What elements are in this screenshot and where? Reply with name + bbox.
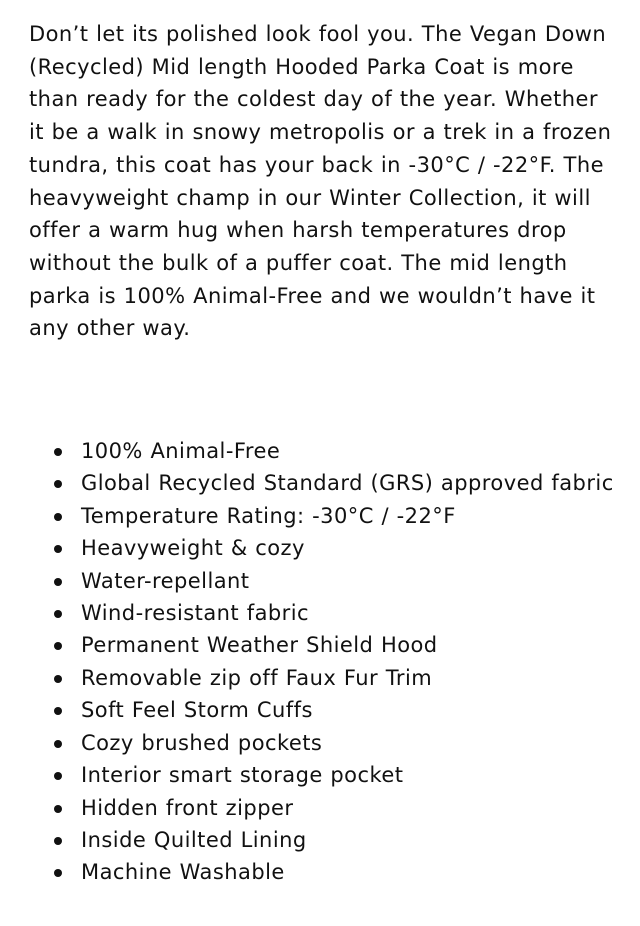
- feature-item: [29, 629, 620, 661]
- feature-item: [29, 565, 620, 597]
- bullet-icon: [54, 610, 62, 618]
- feature-label: Temperature Rating: -30°C / -22°F: [81, 503, 456, 528]
- feature-label: Hidden front zipper: [81, 795, 294, 820]
- feature-item: [29, 792, 620, 824]
- bullet-icon: [54, 642, 62, 650]
- bullet-icon: [54, 513, 62, 521]
- bullet-icon: [54, 480, 62, 488]
- bullet-icon: [54, 805, 62, 813]
- bullet-icon: [54, 772, 62, 780]
- feature-item: [29, 435, 620, 467]
- feature-label: Removable zip off Faux Fur Trim: [81, 665, 433, 690]
- feature-label: Inside Quilted Lining: [81, 827, 307, 852]
- bullet-icon: [54, 448, 62, 456]
- feature-item: [29, 824, 620, 856]
- feature-label: Heavyweight & cozy: [81, 536, 305, 561]
- feature-label: Interior smart storage pocket: [81, 763, 404, 788]
- bullet-icon: [54, 707, 62, 715]
- feature-label: Machine Washable: [81, 860, 285, 885]
- bullet-icon: [54, 740, 62, 748]
- bullet-icon: [54, 837, 62, 845]
- feature-label: Soft Feel Storm Cuffs: [81, 698, 313, 723]
- bullet-icon: [54, 869, 62, 877]
- feature-label: 100% Animal-Free: [81, 439, 281, 464]
- feature-label: Water-repellant: [81, 568, 250, 593]
- feature-item: [29, 694, 620, 726]
- feature-item: [29, 759, 620, 791]
- feature-item: [29, 662, 620, 694]
- feature-label: Cozy brushed pockets: [81, 730, 323, 755]
- feature-item: [29, 532, 620, 564]
- product-description-paragraph: Don’t let its polished look fool you. The Vegan Down (Recycled) Mid length Hooded Parka Coat is more than ready for the coldest day of the year. Whether it be a walk in snowy metropolis or a trek in a frozen tundra, this coat has your back in -30°C / -22°F. The heavyweight champ in our Winter Collection, it will offer a warm hug when harsh temperatures drop without the bulk of a puffer coat. The mid length parka is 100% Animal-Free and we wouldn’t have it any other way.: [29, 22, 612, 341]
- feature-item: [29, 500, 620, 532]
- feature-item: [29, 597, 620, 629]
- feature-item: [29, 467, 620, 499]
- feature-label: Wind-resistant fabric: [81, 601, 310, 626]
- feature-label: Global Recycled Standard (GRS) approved fabric: [81, 471, 614, 496]
- feature-label: Permanent Weather Shield Hood: [81, 633, 438, 658]
- bullet-icon: [54, 578, 62, 586]
- feature-item: [29, 856, 620, 888]
- features-list: [29, 435, 620, 889]
- bullet-icon: [54, 675, 62, 683]
- feature-item: [29, 727, 620, 759]
- bullet-icon: [54, 545, 62, 553]
